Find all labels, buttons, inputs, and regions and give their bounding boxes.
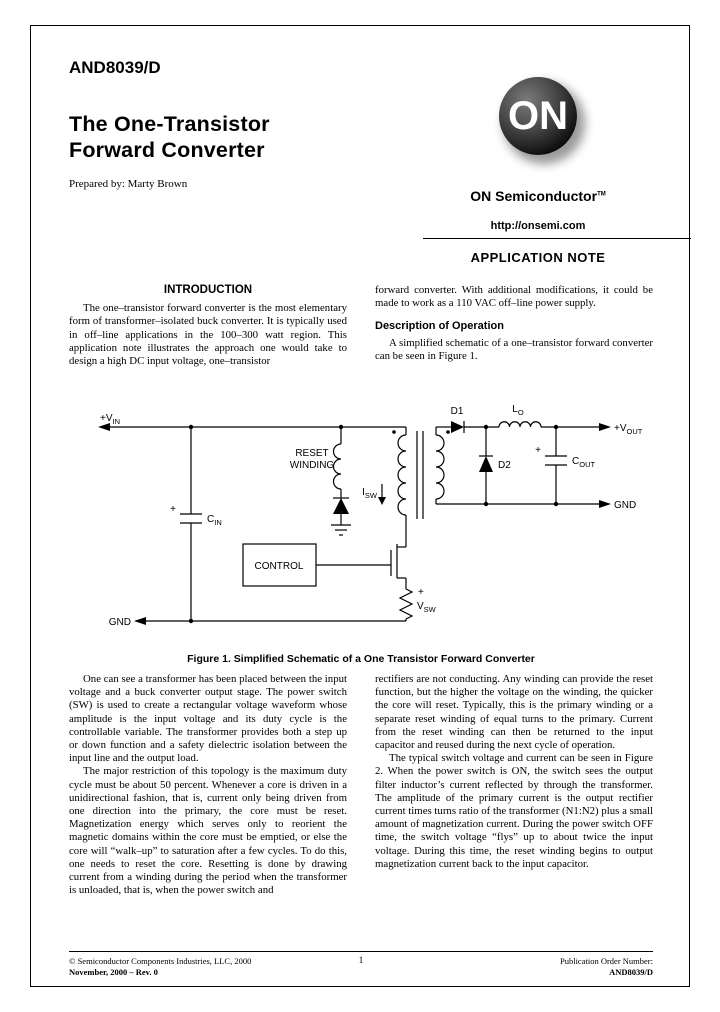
copyright-text: © Semiconductor Components Industries, LLC, 2000 — [69, 956, 252, 966]
intro-columns — [69, 284, 653, 368]
brand-block — [423, 72, 653, 232]
brand-name: ON Semiconductor™ — [470, 188, 606, 204]
doc-number: AND8039/D — [69, 58, 161, 77]
forward-converter-schematic — [86, 399, 666, 639]
page-title — [69, 111, 270, 163]
lo-label: $L_O$ — [512, 404, 524, 417]
d1-label: D1 — [450, 406, 464, 417]
gnd-left-label: GND — [108, 617, 131, 628]
publication-order-label: Publication Order Number: — [559, 956, 653, 966]
isw-label: $I_{SW}$ — [362, 487, 377, 500]
page-title-line1: The One-Transistor — [69, 112, 270, 136]
intro-paragraph-1: The one–transistor forward converter is the most elementary form of transformer–isolated buck converter. It is typically used in off–line applications in the 100–300 watt region. This application note illustrates the approach one would take to design a high DC input voltage, one–transistor — [69, 302, 347, 368]
page-title-line2: Forward Converter — [69, 138, 265, 162]
figure1-caption: Figure 1. Simplified Schematic of a One Transistor Forward Converter — [187, 653, 535, 665]
intro-right-column — [375, 284, 653, 368]
intro-left-column — [69, 284, 347, 368]
body-left-paragraph-2: The major restriction of this topology is the maximum duty cycle must be about 50 percent. Whenever a core is driven in a unidirectional fashion, that is, current only being driven from one direction into the primary, the core must be reset. Magnetization energy which serves only to reorient the magnetic domains within the core must be emptied, or else the core will “walk–up” to saturation after a few cycles. To do this, one needs to reset the core. Resetting is done by drawing current from a winding during the period when the transformer is unloaded, that is, when the power switch and — [69, 765, 347, 897]
cout-label: $C_{OUT}$ — [572, 456, 596, 469]
on-semiconductor-logo — [499, 77, 577, 155]
vsw-label: $V_{SW}$ — [417, 601, 436, 614]
introduction-heading: INTRODUCTION — [163, 284, 253, 296]
header-divider — [423, 238, 691, 239]
prepared-by: Prepared by: Marty Brown — [69, 178, 188, 190]
date-revision: November, 2000 – Rev. 0 — [69, 967, 158, 977]
website-url: http://onsemi.com — [490, 220, 586, 232]
reset-winding-label-line1: RESET — [295, 448, 329, 459]
footer-right — [363, 956, 653, 978]
gnd-right-label: GND — [614, 500, 637, 511]
d2-label: D2 — [498, 460, 511, 471]
control-label: CONTROL — [254, 561, 304, 572]
body-right-paragraph-2: The typical switch voltage and current can be seen in Figure 2. When the power switch is ON, the switch sees the output filter inductor’s current reflected by through the transformer. The amplitude of the primary current is the output rectifier current times turns ratio of the transformer (N1:N2) plus a small amount of magnetization current. During the power switch OFF time, the switch voltage “flys” up to about twice the input voltage. During this time, the reset winding begins to output magnetization current back to the input capacitor. — [375, 752, 653, 870]
publication-order-number: AND8039/D — [609, 967, 653, 977]
vout-label: $+V_{OUT}$ — [614, 423, 643, 436]
body-columns — [69, 673, 653, 897]
body-left-column — [69, 673, 347, 897]
logo-text: ON — [508, 93, 568, 138]
cout-plus-label: + — [535, 445, 541, 456]
schematic-wires — [109, 421, 599, 621]
body-right-column — [375, 673, 653, 897]
cin-plus-label: + — [170, 504, 176, 515]
intro-paragraph-2: forward converter. With additional modifications, it could be made to work as a 110 VAC off–line power supply. — [375, 284, 653, 310]
schematic-symbols — [98, 421, 611, 625]
body-right-paragraph-1: rectifiers are not conducting. Any winding can provide the reset function, but the higher the voltage on the winding, the quicker the core will reset. Typically, this is the primary winding or a separate reset winding of equal turns to the primary. Current from the reset winding can then be returned to the input capacitor and reused during the next cycle of operation. — [375, 673, 653, 752]
footer-left — [69, 956, 359, 978]
vin-label: $+V_{IN}$ — [100, 413, 121, 426]
trademark-symbol: TM — [597, 191, 606, 198]
description-heading: Description of Operation — [375, 320, 504, 333]
page-number: 1 — [358, 956, 364, 966]
application-note-label: APPLICATION NOTE — [470, 250, 606, 265]
page-footer — [69, 951, 653, 978]
reset-winding-label-line2: WINDING — [289, 460, 335, 471]
cin-label: $C_{IN}$ — [207, 514, 222, 527]
vsw-plus-label: + — [418, 587, 424, 598]
body-left-paragraph-1: One can see a transformer has been placed between the input voltage and a buck converter output stage. The power switch (SW) is used to create a rectangular voltage waveform whose amplitude is the input voltage and its duty cycle is the controllable variable. The transformer provides both a step up or down function and a safety dielectric isolation between the input line and the output load. — [69, 673, 347, 765]
document-page — [30, 25, 690, 987]
description-paragraph: A simplified schematic of a one–transistor forward converter can be seen in Figure 1. — [375, 336, 653, 362]
